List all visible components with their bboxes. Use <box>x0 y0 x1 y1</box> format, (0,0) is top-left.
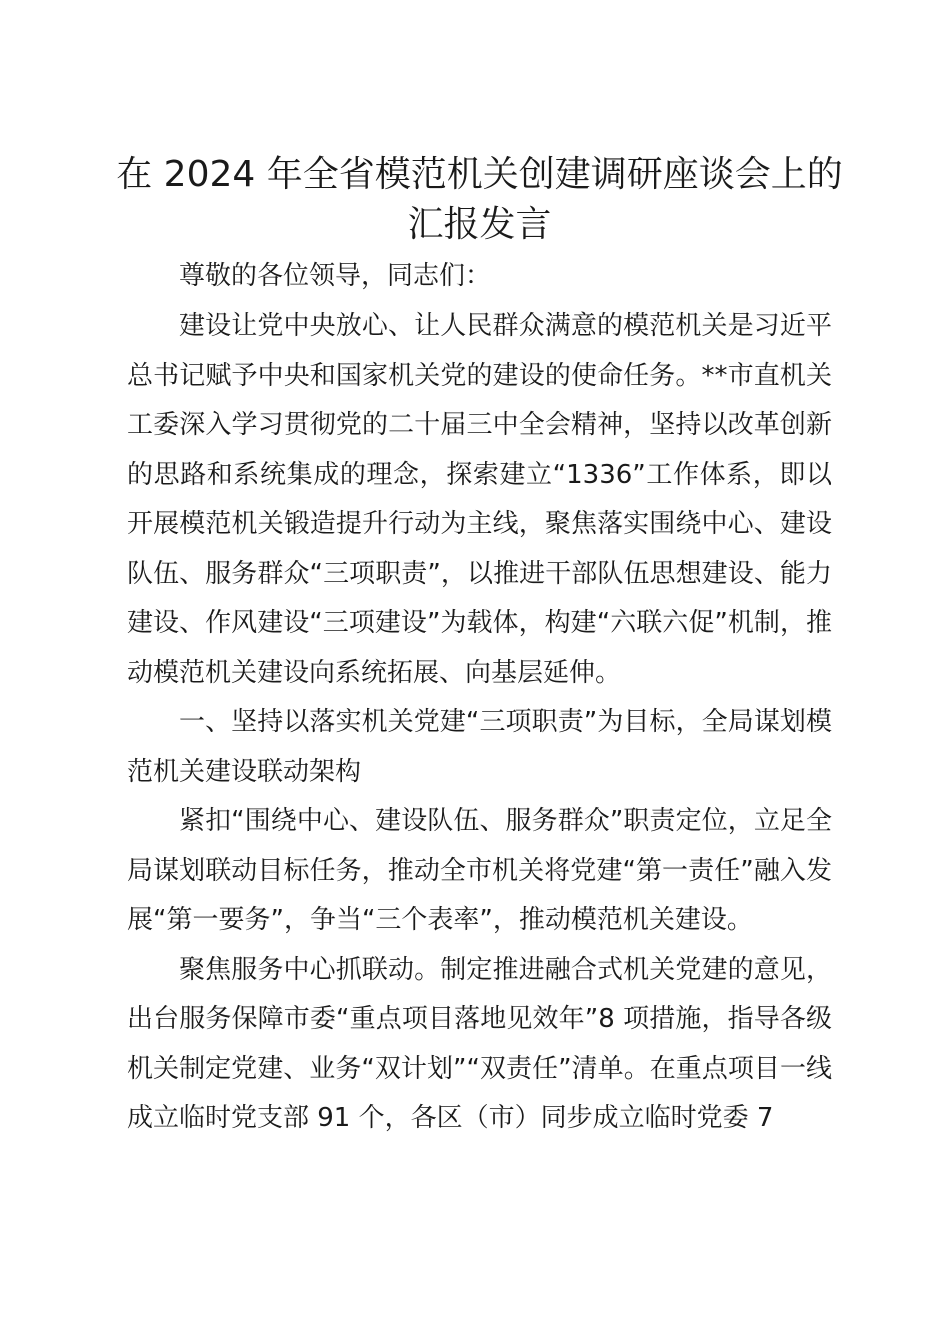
paragraph-intro: 建设让党中央放心、让人民群众满意的模范机关是习近平总书记赋予中央和国家机关党的建设的使命任务。**市直机关工委深入学习贯彻党的二十届三中全会精神，坚持以改革创新的思路和系统集成的理念，探索建立“1336”工作体系，即以开展模范机关锻造提升行动为主线，聚焦落实围绕中心、建设队伍、服务群众“三项职责”，以推进干部队伍思想建设、能力建设、作风建设“三项建设”为载体，构建“六联六促”机制，推动模范机关建设向系统拓展、向基层延伸。 <box>127 311 832 688</box>
document-page <box>116 150 843 1144</box>
title-line-1: 在 2024 年全省模范机关创建调研座谈会上的 <box>116 154 843 195</box>
title-line-2: 汇报发言 <box>407 204 552 245</box>
paragraph-section-1: 紧扣“围绕中心、建设队伍、服务群众”职责定位，立足全局谋划联动目标任务，推动全市机关将党建“第一责任”融入发展“第一要务”，争当“三个表率”，推动模范机关建设。 <box>127 806 832 935</box>
greeting: 尊敬的各位领导，同志们： <box>179 261 492 291</box>
paragraph-section-1-detail: 聚焦服务中心抓联动。制定推进融合式机关党建的意见，出台服务保障市委“重点项目落地见效年”8 项措施，指导各级机关制定党建、业务“双计划”“双责任”清单。在重点项目一线成立临时党支部 91 个，各区（市）同步成立临时党委 7 <box>127 954 832 1133</box>
document-title <box>107 150 852 250</box>
section-heading-1: 一、坚持以落实机关党建“三项职责”为目标，全局谋划模范机关建设联动架构 <box>127 707 832 787</box>
